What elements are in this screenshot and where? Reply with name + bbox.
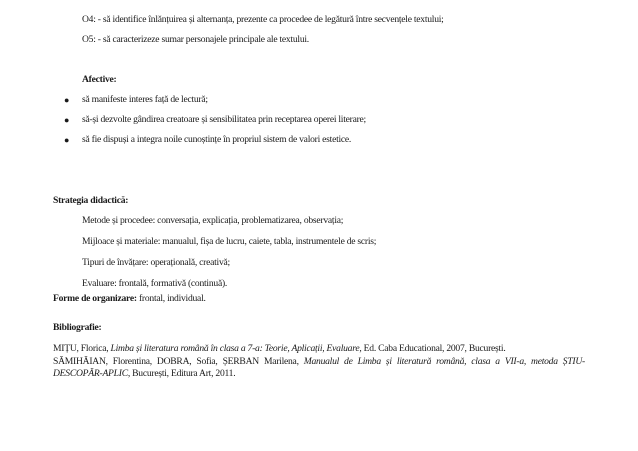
objective-o5: O5: - să caracterizeze sumar personajele principale ale textului. xyxy=(82,34,309,45)
afective-item: să fie dispuși a integra noile cunoștințe în propriul sistem de valori estetice. xyxy=(82,134,352,145)
bullet-icon: ● xyxy=(64,95,70,105)
ref-details: , București, Editura Art, 2011. xyxy=(127,368,236,379)
ref-title: Limba și literatura română în clasa a 7-a: Teorie, Aplicații, Evaluare xyxy=(110,343,360,354)
bullet-icon: ● xyxy=(64,115,70,125)
forme-label: Forme de organizare: xyxy=(53,293,137,304)
ref-details: , Ed. Caba Educational, 2007, București. xyxy=(359,343,506,354)
strategia-tipuri: Tipuri de învățare: operațională, creativă; xyxy=(82,257,230,268)
forme-value: frontal, individual. xyxy=(136,293,206,304)
ref-author: SĂMIHĂIAN, Florentina, DOBRA, Sofia, ȘERBAN Marilena, xyxy=(53,356,304,367)
forme-organizare xyxy=(53,293,206,305)
strategia-metode: Metode și procedee: conversația, explicația, problematizarea, observația; xyxy=(82,215,344,226)
strategia-evaluare: Evaluare: frontală, formativă (continuă). xyxy=(82,278,228,289)
bibliografie-heading: Bibliografie: xyxy=(53,322,102,333)
afective-heading: Afective: xyxy=(82,74,117,85)
ref-title: Manualul de Limba și literatură română, clasa a VII-a, metoda ȘTIU-DESCOPĂR-APLIC xyxy=(53,356,585,379)
ref-author: MIȚU, Florica, xyxy=(53,343,111,354)
bibliography-entry xyxy=(53,356,585,380)
afective-item: să-și dezvolte gândirea creatoare și sensibilitatea prin receptarea operei literare; xyxy=(82,114,366,125)
afective-item: să manifeste interes față de lectură; xyxy=(82,94,208,105)
bullet-icon: ● xyxy=(64,135,70,145)
bibliography-entry xyxy=(53,343,585,355)
strategia-mijloace: Mijloace și materiale: manualul, fișa de lucru, caiete, tabla, instrumentele de scris; xyxy=(82,236,377,247)
objective-o4: O4: - să identifice înlănțuirea și alternanța, prezente ca procedee de legătură între secvențele textului; xyxy=(82,14,444,25)
strategia-heading: Strategia didactică: xyxy=(53,195,129,206)
